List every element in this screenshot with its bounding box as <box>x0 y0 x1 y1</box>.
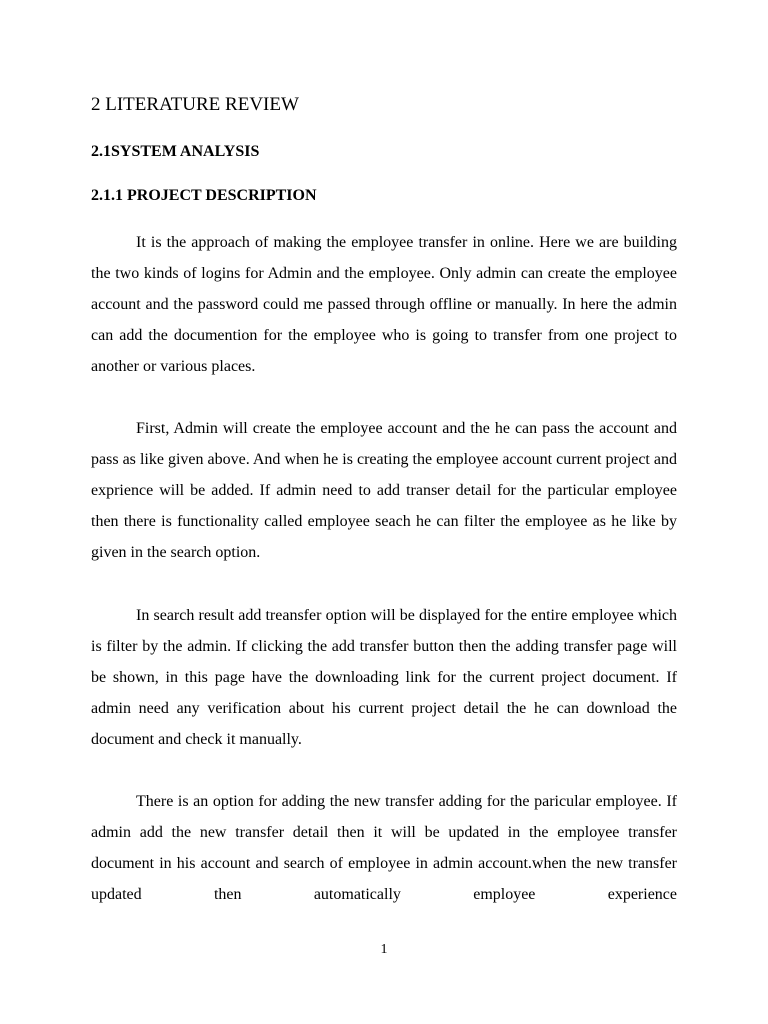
page-number: 1 <box>380 942 388 957</box>
paragraph-new-transfer: There is an option for adding the new transfer adding for the paricular employee. If admin add the new transfer detail then it will be updated in the employee transfer document in his account and search of employee in admin account.when the new transfer updated then automatically employee experience <box>91 793 677 903</box>
paragraph-admin-create: First, Admin will create the employee account and the he can pass the account and pass as like given above. And when he is creating the employee account current project and exprience will be added. If admin need to add transer detail for the particular employee then there is functionality called employee seach he can filter the employee as he like by given in the search option. <box>91 420 677 561</box>
paragraph-approach: It is the approach of making the employee transfer in online. Here we are building the two kinds of logins for Admin and the employee. Only admin can create the employee account and the password could me passed through offline or manually. In here the admin can add the documention for the employee who is going to transfer from one project to another or various places. <box>91 234 677 375</box>
subsection-heading-system-analysis: 2.1SYSTEM ANALYSIS <box>91 143 260 160</box>
section-heading-literature-review: 2 LITERATURE REVIEW <box>91 94 299 115</box>
paragraph-search-result: In search result add treansfer option will be displayed for the entire employee which is filter by the admin. If clicking the add transfer button then the adding transfer page will be shown, in this page have the downloading link for the current project document. If admin need any verification about his current project detail the he can download the document and check it manually. <box>91 607 677 748</box>
subsubsection-heading-project-description: 2.1.1 PROJECT DESCRIPTION <box>91 187 317 204</box>
